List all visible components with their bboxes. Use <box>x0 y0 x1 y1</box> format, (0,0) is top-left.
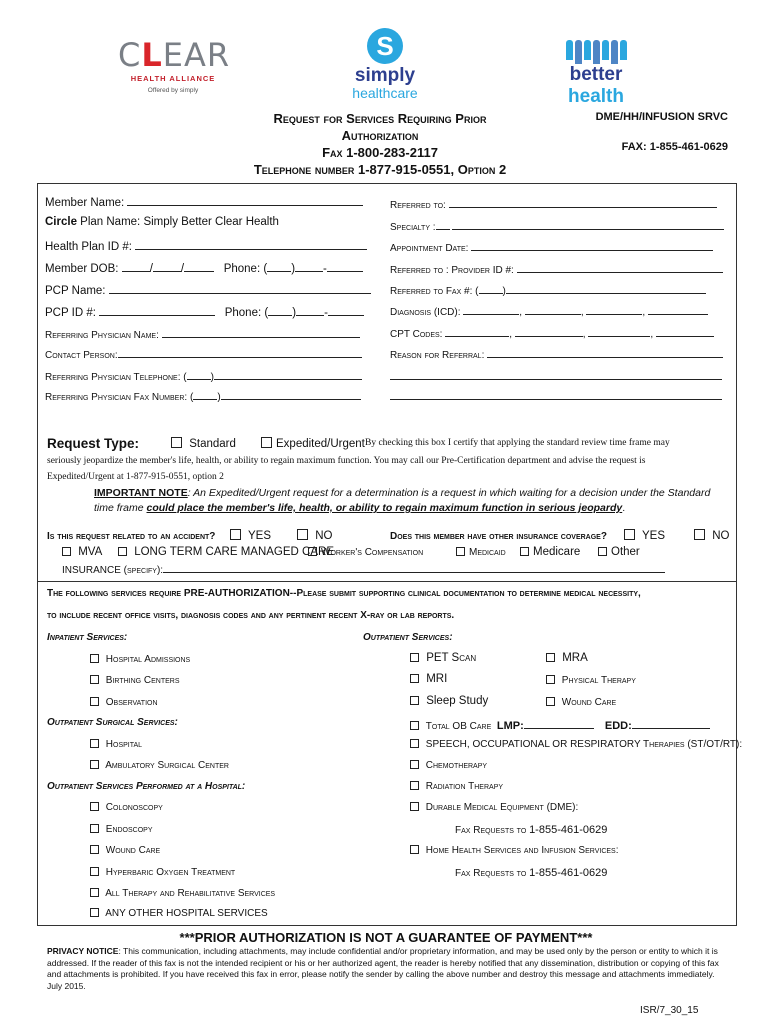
mri-option[interactable]: MRI <box>410 673 447 685</box>
outpatient-surgical-item[interactable]: Ambulatory Surgical Center <box>90 760 229 771</box>
sleep-study-option[interactable]: Sleep Study <box>410 695 488 707</box>
outpatient-hospital-title: Outpatient Services Performed at a Hospital: <box>47 781 246 792</box>
pcp-name-field[interactable]: PCP Name: <box>45 282 371 297</box>
reason-line-2[interactable] <box>390 368 722 383</box>
ltc-option[interactable]: LONG TERM CARE MANAGED CARE <box>118 546 334 558</box>
not-guarantee-notice: ***PRIOR AUTHORIZATION IS NOT A GUARANTEE OF PAYMENT*** <box>179 930 593 945</box>
services-header: The following services require PRE-AUTHORIZATION--Please submit supporting clinical documentation to determine medical necessity, <box>47 588 641 599</box>
dme-option[interactable]: Durable Medical Equipment (DME): <box>410 802 578 813</box>
medicare-option[interactable]: Medicare <box>520 546 580 558</box>
medicaid-option[interactable]: Medicaid <box>456 547 506 558</box>
outpatient-hospital-item[interactable]: Wound Care <box>90 845 160 856</box>
provider-id-field[interactable]: Referred to : Provider ID #: <box>390 261 723 276</box>
reason-for-referral-field[interactable]: Reason for Referral: <box>390 346 723 361</box>
outpatient-title: Outpatient Services: <box>363 632 453 643</box>
contact-person-field[interactable]: Contact Person: <box>45 346 362 361</box>
home-health-option[interactable]: Home Health Services and Infusion Services: <box>410 845 619 856</box>
privacy-notice: PRIVACY NOTICE: This communication, including attachments, may include confidential and/or proprietary information, and may be used only by the person or entity to which it is addressed. If the reader of this fax is not the intended recipient or his or her authorized agent, the reader is hereby notified that any dissemination, distribution or copying of this fax and attachments is prohibited. If you have received this fax in error, please notify the sender by calling the above number and destroy this message and attachments immediately. July 2015. <box>47 946 719 991</box>
other-insurance-yes[interactable]: YES <box>624 529 665 542</box>
other-option[interactable]: Other <box>598 546 640 558</box>
diagnosis-field[interactable]: Diagnosis (ICD): , , , <box>390 303 708 318</box>
referring-physician-name-field[interactable]: Referring Physician Name: <box>45 326 360 341</box>
home-health-fax-requests: Fax Requests to 1-855-461-0629 <box>455 867 608 879</box>
reason-line-3[interactable] <box>390 388 722 403</box>
certification-text-2: seriously jeopardize the member's life, health, or ability to regain maximum function. You may call our Pre-Certification department and advise the request is <box>47 456 646 466</box>
health-plan-id-field[interactable]: Health Plan ID #: <box>45 238 367 253</box>
pcp-id-field[interactable]: PCP ID #: Phone: ( ) - <box>45 304 364 319</box>
clear-health-alliance-logo: CLEAR HEALTH ALLIANCE Offered by simply <box>118 36 231 94</box>
standard-checkbox[interactable] <box>171 437 182 448</box>
expedited-option[interactable]: Expedited/Urgent <box>261 437 365 450</box>
wound-care-option[interactable]: Wound Care <box>546 697 616 708</box>
department-header: DME/HH/INFUSION SRVC FAX: 1-855-461-0629 <box>595 111 728 153</box>
speech-therapy-option[interactable]: SPEECH, OCCUPATIONAL OR RESPIRATORY Therapies (ST/OT/RT): <box>410 739 742 750</box>
outpatient-hospital-item[interactable]: All Therapy and Rehabilitative Services <box>90 888 275 899</box>
referred-to-fax-field[interactable]: Referred to Fax #: ( ) <box>390 282 706 297</box>
form-number: ISR/7_30_15 <box>640 1005 699 1016</box>
dme-fax-requests: Fax Requests to 1-855-461-0629 <box>455 824 608 836</box>
inpatient-item[interactable]: Birthing Centers <box>90 675 180 686</box>
outpatient-hospital-item[interactable]: Hyperbaric Oxygen Treatment <box>90 867 235 878</box>
form-title: Request for Services Requiring Prior Authorization Fax 1-800-283-2117 Telephone number 1-877-915-0551, Option 2 <box>253 111 507 177</box>
inpatient-item[interactable]: Hospital Admissions <box>90 654 190 665</box>
outpatient-surgical-title: Outpatient Surgical Services: <box>47 717 178 728</box>
chemotherapy-option[interactable]: Chemotherapy <box>410 760 487 771</box>
physical-therapy-option[interactable]: Physical Therapy <box>546 675 636 686</box>
outpatient-surgical-item[interactable]: Hospital <box>90 739 142 750</box>
plan-name-field[interactable]: Circle Plan Name: Simply Better Clear Health <box>45 216 279 228</box>
standard-option[interactable]: Standard <box>171 437 236 450</box>
referred-to-field[interactable]: Referred to: <box>390 196 717 211</box>
referring-physician-fax-field[interactable]: Referring Physician Fax Number: ( ) <box>45 388 361 403</box>
radiation-therapy-option[interactable]: Radiation Therapy <box>410 781 503 792</box>
outpatient-hospital-item[interactable]: Colonoscopy <box>90 802 163 813</box>
better-health-logo: better health <box>540 40 652 92</box>
simply-healthcare-logo: S simply healthcare <box>345 28 425 100</box>
services-header-2: to include recent office visits, diagnosis codes and any pertinent recent X-ray or lab reports. <box>47 610 455 621</box>
inpatient-item[interactable]: Observation <box>90 697 158 708</box>
outpatient-hospital-item[interactable]: Endoscopy <box>90 824 153 835</box>
appointment-date-field[interactable]: Appointment Date: <box>390 239 713 254</box>
accident-yes[interactable]: YES <box>230 529 271 542</box>
mva-option[interactable]: MVA <box>62 546 102 558</box>
accident-no[interactable]: NO <box>297 529 332 542</box>
total-ob-care-option[interactable]: Total OB Care LMP: EDD: <box>410 717 710 732</box>
outpatient-hospital-item[interactable]: ANY OTHER HOSPITAL SERVICES <box>90 908 268 919</box>
specialty-field[interactable]: Specialty : <box>390 218 724 233</box>
certification-text-3: Expedited/Urgent at 1-877-915-0551, option 2 <box>47 472 224 482</box>
insurance-specify-field[interactable]: INSURANCE (specify): <box>62 561 665 576</box>
important-note: IMPORTANT NOTE: An Expedited/Urgent request for a determination is a request in which waiting for a decision under the Standard <box>94 487 711 499</box>
member-name-field[interactable]: Member Name: <box>45 194 363 209</box>
certification-text: By checking this box I certify that applying the standard review time frame may <box>365 438 670 448</box>
cpt-codes-field[interactable]: CPT Codes: , , , <box>390 325 714 340</box>
pet-scan-option[interactable]: PET Scan <box>410 652 476 664</box>
other-insurance-question: Does this member have other insurance coverage? <box>390 531 607 542</box>
expedited-checkbox[interactable] <box>261 437 272 448</box>
other-insurance-no[interactable]: NO <box>694 529 729 542</box>
member-dob-field[interactable]: Member DOB: / / Phone: ( ) - <box>45 260 363 275</box>
referring-physician-telephone-field[interactable]: Referring Physician Telephone: ( ) <box>45 368 362 383</box>
mra-option[interactable]: MRA <box>546 652 588 664</box>
accident-question: Is this request related to an accident? <box>47 531 216 542</box>
request-type-row: Request Type: <box>47 436 140 451</box>
inpatient-title: Inpatient Services: <box>47 632 128 643</box>
important-note-2: time frame could place the member's life, health, or ability to regain maximum function in serious jeopardy. <box>94 502 626 514</box>
workers-comp-option[interactable]: Worker's Compensation <box>308 547 423 558</box>
